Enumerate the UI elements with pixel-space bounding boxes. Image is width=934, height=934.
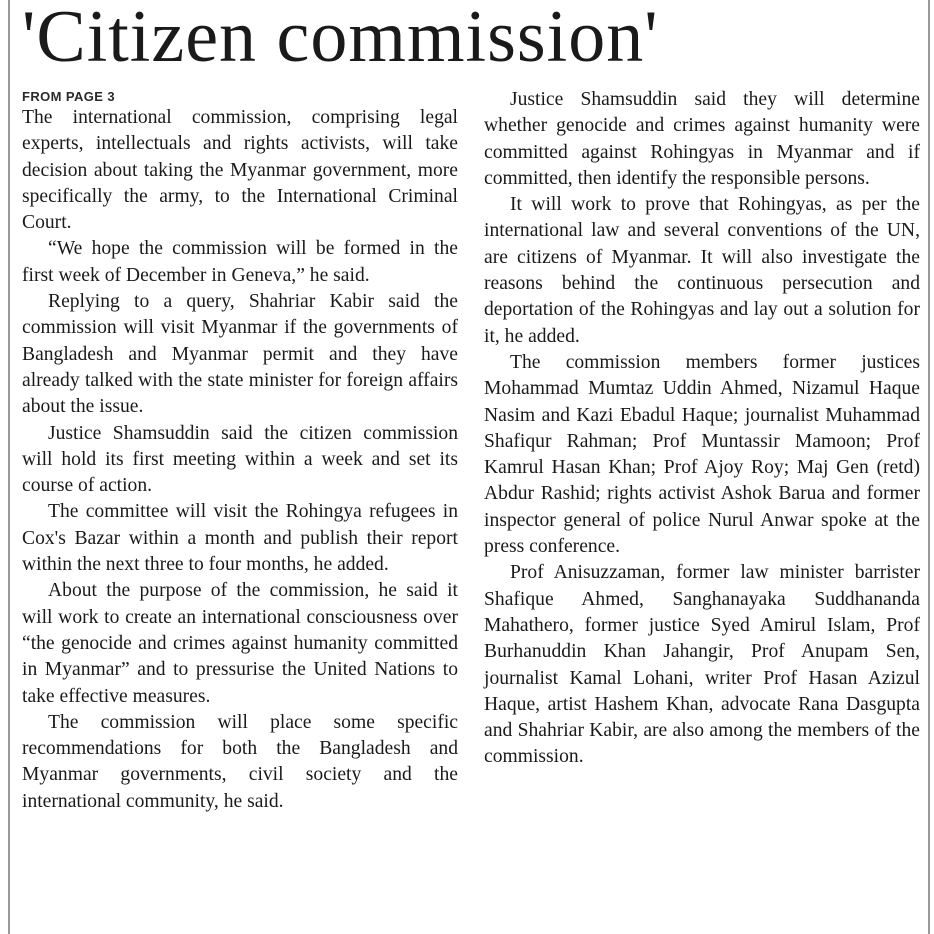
paragraph: The commission members former justices Mohammad Mumtaz Uddin Ahmed, Nizamul Haque Nasim and Kazi Ebadul Haque; journalist Muhammad Shafiqur Rahman; Prof Muntassir Mamoon; Prof Kamrul Hasan Khan; Prof Ajoy Roy; Maj Gen (retd) Abdur Rashid; rights activist Ashok Barua and former inspector general of police Nurul Anwar spoke at the press conference. <box>484 351 920 558</box>
paragraph: Replying to a query, Shahriar Kabir said the commission will visit Myanmar if the governments of Bangladesh and Myanmar permit and they have already talked with the state minister for foreign affairs about the issue. <box>22 291 458 418</box>
left-column <box>22 87 458 815</box>
paragraph: The international commission, comprising legal experts, intellectuals and rights activists, will take decision about taking the Myanmar government, more specifically the army, to the International Criminal Court. <box>22 107 458 234</box>
paragraph: “We hope the commission will be formed in the first week of December in Geneva,” he said. <box>22 238 458 286</box>
paragraph: About the purpose of the commission, he said it will work to create an international consciousness over “the genocide and crimes against humanity committed in Myanmar” and to pressurise the United Nations to take effective measures. <box>22 580 458 707</box>
right-column <box>484 87 920 771</box>
paragraph: Prof Anisuzzaman, former law minister barrister Shafique Ahmed, Sanghanayaka Suddhananda Mahathero, former justice Syed Amirul Islam, Prof Burhanuddin Khan Jahangir, Prof Anupam Sen, journalist Kamal Lohani, writer Prof Hasan Azizul Haque, artist Hashem Khan, advocate Rana Dasgupta and Shahriar Kabir, are also among the members of the commission. <box>484 562 920 768</box>
paragraph: It will work to prove that Rohingyas, as per the international law and several conventions of the UN, are citizens of Myanmar. It will also investigate the reasons behind the continuous persecution and deportation of the Rohingyas and lay out a solution for it, he added. <box>484 194 920 347</box>
headline: 'Citizen commission' <box>22 0 659 78</box>
paragraph: Justice Shamsuddin said they will determine whether genocide and crimes against humanity were committed against Rohingyas in Myanmar and if committed, then identify the responsible persons. <box>484 89 920 189</box>
paragraph: The commission will place some specific recommendations for both the Bangladesh and Myanmar governments, civil society and the international community, he said. <box>22 711 458 812</box>
continuation-kicker: FROM PAGE 3 <box>22 89 116 104</box>
clipping-left-border <box>8 0 10 934</box>
paragraph: The committee will visit the Rohingya refugees in Cox's Bazar within a month and publish their report within the next three to four months, he added. <box>22 501 458 576</box>
paragraph: Justice Shamsuddin said the citizen commission will hold its first meeting within a week and set its course of action. <box>22 422 458 497</box>
clipping-right-border <box>928 0 930 934</box>
